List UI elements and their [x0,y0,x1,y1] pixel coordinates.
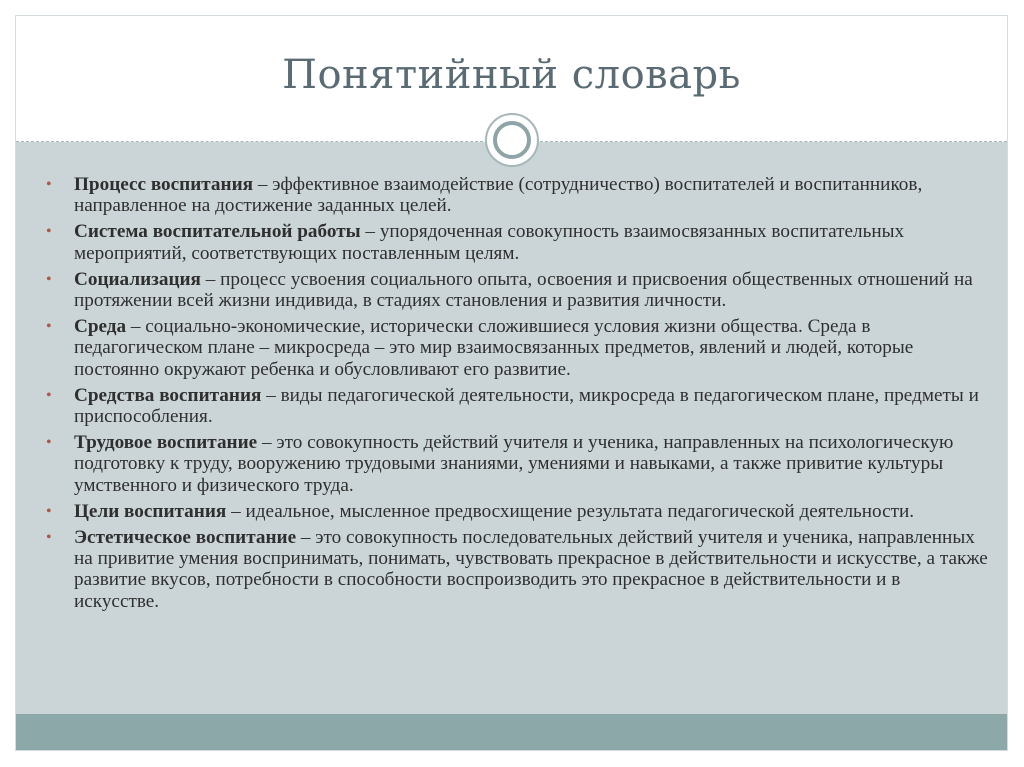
definition: – упорядоченная совокупность взаимосвязанных воспитательных мероприятий, соответствующих поставленным целям. [74,221,905,264]
bullet-icon: • [46,502,52,520]
bullet-icon: • [46,270,52,288]
definition-item [44,269,989,311]
definition-item [44,432,989,496]
slide-title: Понятийный словарь [282,52,741,98]
bullet-icon: • [46,223,52,241]
definition: – процесс усвоения социального опыта, освоения и присвоения общественных отношений на протяжении всей жизни индивида, в стадиях становления и развития личности. [74,268,973,312]
definition-list [44,174,989,617]
term: Эстетическое воспитание [74,527,297,549]
definition: – это совокупность последовательных действий учителя и ученика, направленных на привитие умения воспринимать, понимать, чувствовать прекрасное в действительности и искусстве, а также развитие вкусов, потребности в способности воспроизводить это прекрасное в действительности и в искусстве. [74,527,988,612]
definition-item [44,501,989,522]
definition-item [44,221,989,263]
definition: – социально-экономические, исторически сложившиеся условия жизни общества. Среда в педагогическом плане – микросреда – это мир взаимосвязанных предметов, явлений и людей, которые постоянно окружают ребенка и обусловливают его развитие. [74,316,914,380]
slide-frame [15,15,1008,751]
term: Трудовое воспитание [74,432,258,454]
ring-ornament-icon [485,113,539,167]
term: Процесс воспитания [74,174,254,195]
definition-item [44,316,989,380]
term: Система воспитательной работы [74,221,361,243]
bullet-icon: • [46,318,52,336]
definition: – виды педагогической деятельности, микросреда в педагогическом плане, предметы и приспособления. [74,384,979,428]
bullet-icon: • [46,529,52,547]
definition: – это совокупность действий учителя и ученика, направленных на психологическую подготовку к труду, вооружению трудовыми знаниями, умениями и навыками, а также привитие культуры умственного и физического труда. [74,432,954,496]
bullet-icon: • [46,434,52,452]
definition-item [44,527,989,612]
bottom-bar [16,714,1007,750]
bullet-icon: • [46,176,52,193]
ring-inner-icon [493,121,531,159]
term: Среда [74,316,127,338]
term: Средства воспитания [74,384,262,406]
bullet-icon: • [46,386,52,404]
term: Цели воспитания [74,500,227,522]
definition-item [44,385,989,427]
definition-item [44,174,989,216]
term: Социализация [74,268,201,290]
definition: – эффективное взаимодействие (сотрудничество) воспитателей и воспитанников, направленное на достижение заданных целей. [74,174,923,217]
definition: – идеальное, мысленное предвосхищение результата педагогической деятельности. [226,500,915,522]
